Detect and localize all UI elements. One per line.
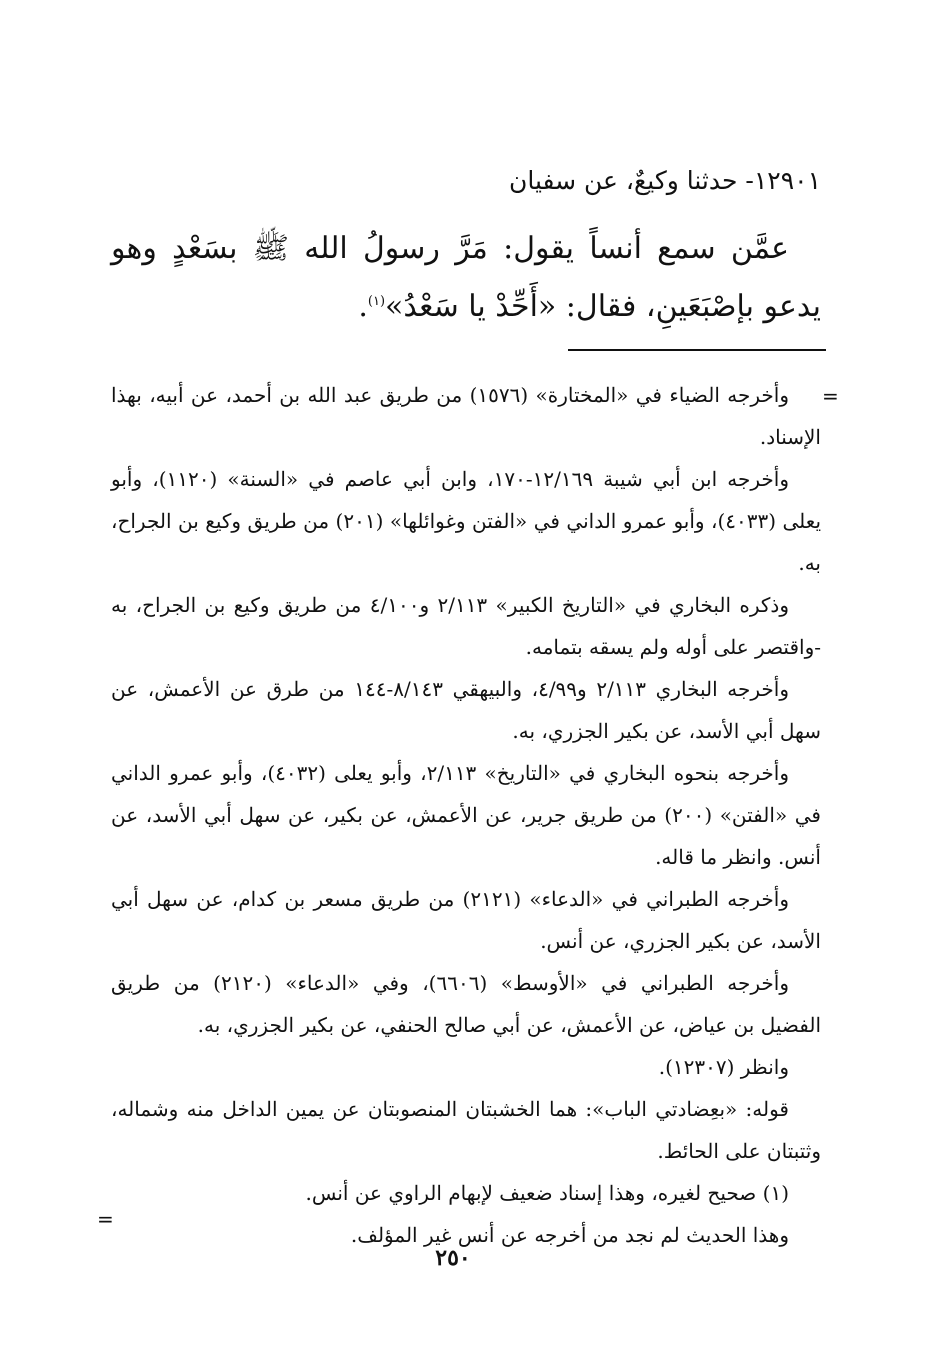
hadith-matn: عمَّن سمع أنساً يقول: مَرَّ رسولُ الله ﷺ بسَعْدٍ وهو يدعو بإصْبَعَينِ، فقال: «أَحِّدْ يا سَعْدُ» xyxy=(111,231,821,324)
commentary-paragraph: وأخرجه الضياء في «المختارة» (١٥٧٦) من طريق عبد الله بن أحمد، عن أبيه، بهذا الإسناد. xyxy=(111,383,821,449)
commentary-paragraph: وأخرجه الطبراني في «الدعاء» (٢١٢١) من طريق مسعر بن كدام، عن سهل أبي الأسد، عن بكير الجزري، عن أنس. xyxy=(111,887,821,953)
footnote-reference: (١) xyxy=(367,294,386,309)
hadith-end-mark: . xyxy=(358,289,368,324)
commentary-paragraph: وأخرجه ابن أبي شيبة ١٢/١٦٩-١٧٠، وابن أبي عاصم في «السنة» (١١٢٠)، وأبو يعلى (٤٠٣٣)، وأبو عمرو الداني في «الفتن وغوائلها» (٢٠١) من طريق وكيع بن الجراح، به. xyxy=(111,467,822,575)
commentary-paragraph: وأخرجه الطبراني في «الأوسط» (٦٦٠٦)، وفي «الدعاء» (٢١٢٠) من طريق الفضيل بن عياض، عن الأعمش، عن أبي صالح الحنفي، عن بكير الجزري، به. xyxy=(111,971,821,1037)
commentary-section xyxy=(111,374,821,1256)
commentary-paragraph: وذكره البخاري في «التاريخ الكبير» ٢/١١٣ و٤/١٠٠ من طريق وكيع بن الجراح، به -واقتصر على أوله ولم يسقه بتمامه. xyxy=(111,593,821,659)
commentary-paragraph: وأخرجه بنحوه البخاري في «التاريخ» ٢/١١٣، وأبو يعلى (٤٠٣٢)، وأبو عمرو الداني في «الفتن» (٢٠٠) من طريق جرير، عن الأعمش، عن بكير، عن سهل أبي الأسد، عن أنس. وانظر ما قاله. xyxy=(111,761,821,869)
continuation-mark-top: = xyxy=(822,384,839,408)
footnote-separator-line xyxy=(568,349,826,351)
hadith-text xyxy=(111,220,821,336)
footnote-1: (١) صحيح لغيره، وهذا إسناد ضعيف لإبهام الراوي عن أنس. xyxy=(305,1181,789,1205)
footnote-1-continuation: وهذا الحديث لم نجد من أخرجه عن أنس غير المؤلف. xyxy=(350,1223,789,1247)
hadith-text-block xyxy=(111,220,821,336)
hadith-heading xyxy=(121,160,821,202)
see-also-reference: وانظر (١٢٣٠٧). xyxy=(658,1055,789,1079)
continuation-mark-bottom: = xyxy=(97,1207,114,1231)
hadith-number-and-chain: ١٢٩٠١- حدثنا وكيعٌ، عن سفيان xyxy=(508,166,821,195)
vocabulary-note: قوله: «بعِضادتي الباب»: هما الخشبتان المنصوبتان عن يمين الداخل منه وشماله، وثتبتان على الحائط. xyxy=(111,1097,821,1163)
page-number: ٢٥٠ xyxy=(435,1245,471,1271)
commentary-paragraph: وأخرجه البخاري ٢/١١٣ و٤/٩٩، والبيهقي ٨/١٤٣-١٤٤ من طرق عن الأعمش، عن سهل أبي الأسد، عن بكير الجزري، به. xyxy=(111,677,821,743)
